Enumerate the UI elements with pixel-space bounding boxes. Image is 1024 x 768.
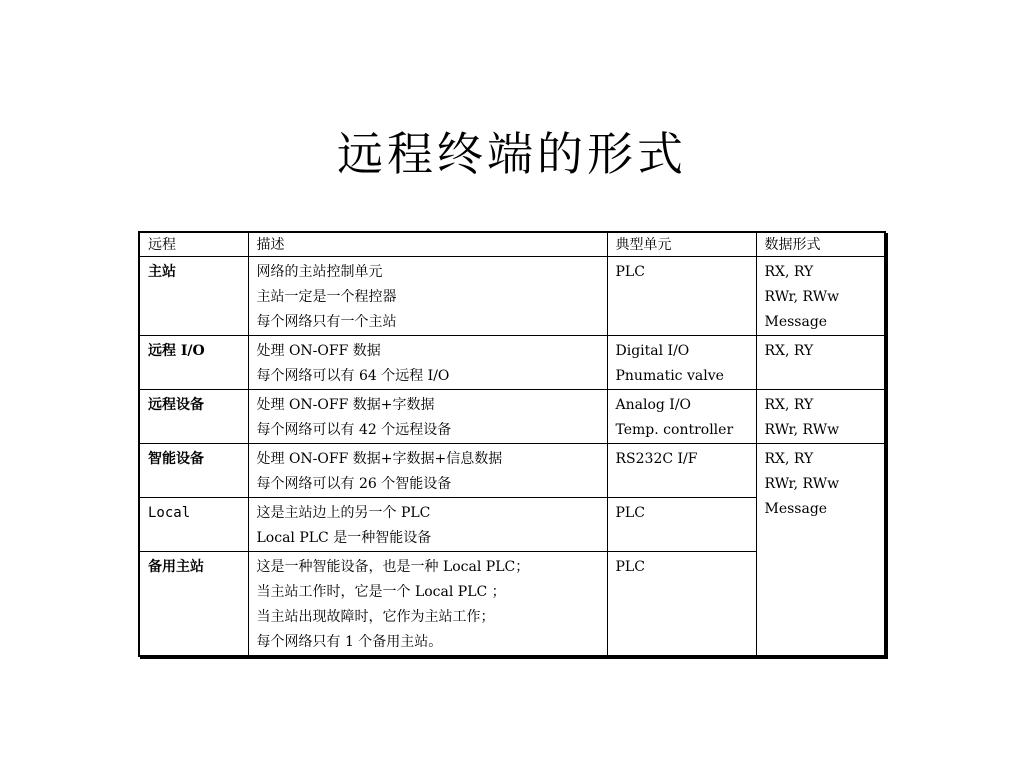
description-line: 处理 ON-OFF 数据+字数据+信息数据 <box>256 451 503 467</box>
row-label: 远程 I/O <box>139 336 248 390</box>
description-line: 这是主站边上的另一个 PLC <box>256 505 431 521</box>
row-label: 主站 <box>139 257 248 336</box>
data-line: RWr, RWw <box>764 422 840 438</box>
description-line: 每个网络可以有 26 个智能设备 <box>256 476 452 492</box>
row-data-format <box>756 390 885 444</box>
data-line: RWr, RWw <box>764 289 840 305</box>
data-line: RX, RY <box>764 264 814 280</box>
description-line: 每个网络可以有 42 个远程设备 <box>256 422 452 438</box>
data-line: RX, RY <box>764 397 814 413</box>
row-typical-unit <box>607 552 756 657</box>
description-line: 处理 ON-OFF 数据+字数据 <box>256 397 435 413</box>
row-label: 远程设备 <box>139 390 248 444</box>
data-line: Message <box>764 501 828 517</box>
unit-line: Analog I/O <box>615 397 692 413</box>
description-line: 处理 ON-OFF 数据 <box>256 343 381 359</box>
header-typical-unit: 典型单元 <box>607 232 756 257</box>
unit-line: Pnumatic valve <box>615 368 724 384</box>
row-typical-unit <box>607 444 756 498</box>
unit-line: PLC <box>615 505 645 521</box>
row-data-format <box>756 336 885 390</box>
row-typical-unit <box>607 257 756 336</box>
table-row <box>139 444 885 498</box>
description-line: Local PLC 是一种智能设备 <box>256 530 432 546</box>
unit-line: RS232C I/F <box>615 451 698 467</box>
page-title: 远程终端的形式 <box>337 127 687 181</box>
row-typical-unit <box>607 498 756 552</box>
data-line: RWr, RWw <box>764 476 840 492</box>
row-description <box>248 552 607 657</box>
row-description <box>248 498 607 552</box>
description-line: 当主站出现故障时，它作为主站工作； <box>256 609 495 625</box>
description-line: 每个网络可以有 64 个远程 I/O <box>256 368 450 384</box>
row-description <box>248 257 607 336</box>
description-line: 主站一定是一个程控器 <box>256 289 397 305</box>
row-data-format <box>756 257 885 336</box>
description-line: 每个网络只有一个主站 <box>256 314 397 330</box>
header-data-format: 数据形式 <box>756 232 885 257</box>
unit-line: Digital I/O <box>615 343 690 359</box>
data-line: RX, RY <box>764 451 814 467</box>
description-line: 当主站工作时，它是一个 Local PLC ； <box>256 584 506 600</box>
header-description: 描述 <box>248 232 607 257</box>
row-typical-unit <box>607 336 756 390</box>
table-row <box>139 336 885 390</box>
remote-terminal-table <box>138 231 886 657</box>
unit-line: PLC <box>615 559 645 575</box>
description-line: 网络的主站控制单元 <box>256 264 383 280</box>
unit-line: PLC <box>615 264 645 280</box>
row-description <box>248 336 607 390</box>
table-header-row <box>139 232 885 257</box>
unit-line: Temp. controller <box>615 422 734 438</box>
data-line: RX, RY <box>764 343 814 359</box>
description-line: 每个网络只有 1 个备用主站。 <box>256 634 443 650</box>
row-description <box>248 390 607 444</box>
description-line: 这是一种智能设备，也是一种 Local PLC； <box>256 559 530 575</box>
row-data-format <box>756 444 885 657</box>
row-typical-unit <box>607 390 756 444</box>
row-description <box>248 444 607 498</box>
table-row <box>139 257 885 336</box>
data-line: Message <box>764 314 828 330</box>
row-label: 智能设备 <box>139 444 248 498</box>
header-remote: 远程 <box>139 232 248 257</box>
table-row <box>139 390 885 444</box>
row-label: Local <box>139 498 248 552</box>
row-label: 备用主站 <box>139 552 248 657</box>
